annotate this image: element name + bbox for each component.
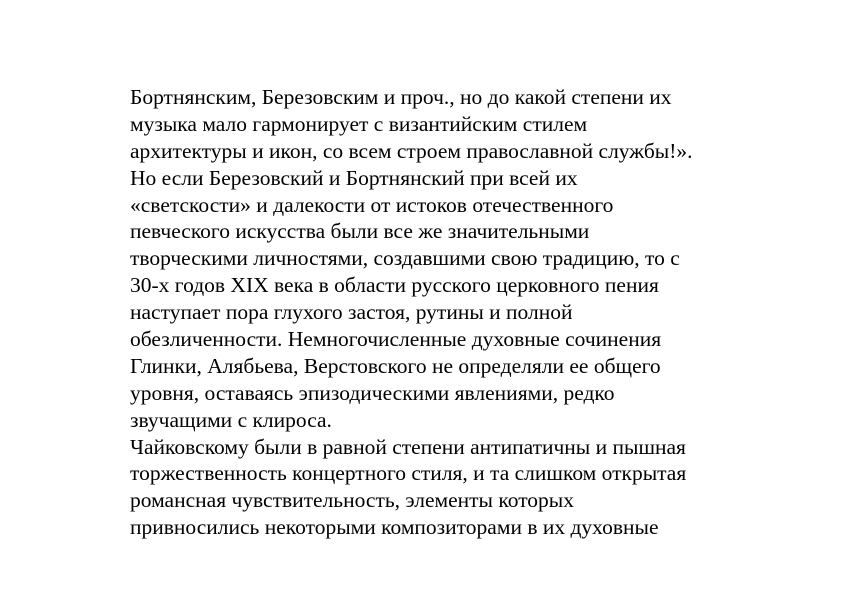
text-line: торжественность концертного стиля, и та слишком открытая: [130, 461, 687, 486]
text-line: Чайковскому были в равной степени антипатичны и пышная: [130, 434, 686, 459]
text-line: «светскости» и далекости от истоков отечественного: [130, 192, 614, 217]
text-line: привносились некоторыми композиторами в их духовные: [130, 515, 659, 540]
text-line: архитектуры и икон, со всем строем православной службы!».: [130, 138, 693, 163]
text-line: творческими личностями, создавшими свою традицию, то с: [130, 246, 680, 271]
text-line: звучащими с клироса.: [130, 407, 332, 432]
text-line: наступает пора глухого застоя, рутины и полной: [130, 300, 573, 325]
text-line: 30-х годов XIX века в области русского церковного пения: [130, 273, 659, 298]
document-text: [130, 84, 750, 541]
text-line: Глинки, Алябьева, Верстовского не определяли ее общего: [130, 353, 661, 378]
text-line: романсная чувствительность, элементы которых: [130, 488, 575, 513]
text-line: певческого искусства были все же значительными: [130, 219, 590, 244]
text-line: музыка мало гармонирует с византийским стилем: [130, 111, 588, 136]
text-line: Бортнянским, Березовским и проч., но до какой степени их: [130, 85, 672, 109]
text-line: обезличенности. Немногочисленные духовные сочинения: [130, 327, 662, 352]
text-line: уровня, оставаясь эпизодическими явлениями, редко: [130, 380, 615, 405]
text-line: Но если Березовский и Бортнянский при всей их: [130, 165, 578, 190]
